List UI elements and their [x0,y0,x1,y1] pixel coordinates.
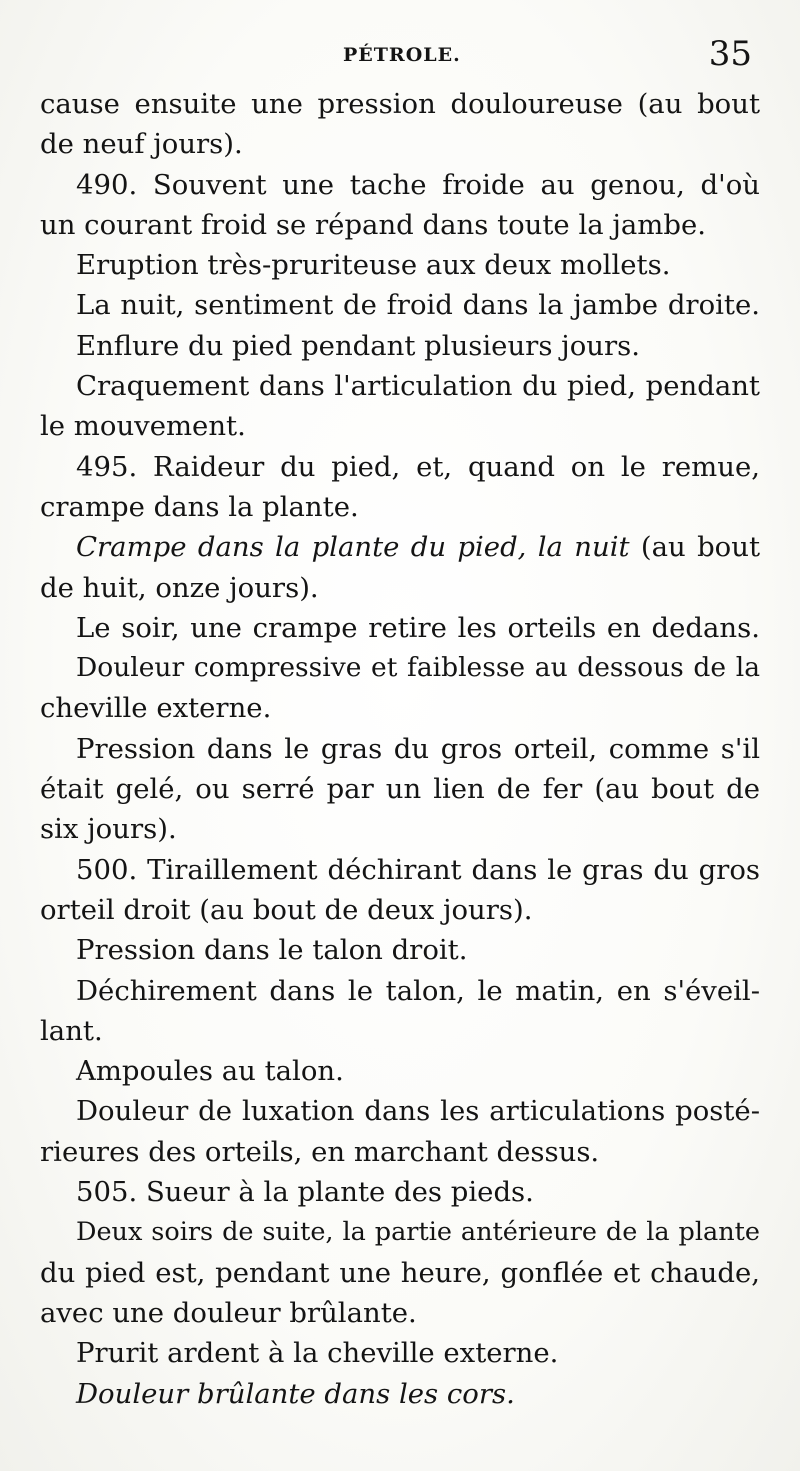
text-line: six jours). [40,813,177,846]
text-line: était gelé, ou serré par un lien de fer (au bout de [40,773,760,806]
text-line: Crampe dans la plante du pied, la nuit (au bout [76,531,761,564]
text-line: avec une douleur brûlante. [40,1296,417,1329]
text-line: 495. Raideur du pied, et, quand on le remue, [76,450,760,483]
text-line: cause ensuite une pression douloureuse (au bout [40,88,760,120]
text-line: 490. Souvent une tache froide au genou, d'où [76,168,760,201]
text-line: Le soir, une crampe retire les orteils en dedans. [76,611,760,644]
text-line: du pied est, pendant une heure, gonflée et chaude, [40,1256,760,1289]
text-line: 500. Tiraillement déchirant dans le gras du gros [76,853,760,886]
text-line: Déchirement dans le talon, le matin, en s'éveil- [76,974,760,1007]
text-line: lant. [40,1014,103,1047]
text-line: Deux soirs de suite, la partie antérieure de la plante [76,1217,760,1248]
text-line: Douleur brûlante dans les cors. [76,1377,515,1410]
text-line: de huit, onze jours). [40,571,319,604]
text-line: Eruption très-pruriteuse aux deux mollets. [76,249,671,282]
text-line: Enflure du pied pendant plusieurs jours. [76,329,640,362]
text-line: rieures des orteils, en marchant dessus. [40,1135,600,1168]
text-line: Douleur compressive et faiblesse au dessous de la [76,652,760,684]
text-line: Craquement dans l'articulation du pied, pendant [76,370,760,403]
text-line: un courant froid se répand dans toute la jambe. [40,208,707,241]
running-head: PÉTROLE. [343,44,461,66]
text-line: cheville externe. [40,692,272,725]
text-line: orteil droit (au bout de deux jours). [40,893,533,926]
text-line: Pression dans le gras du gros orteil, comme s'il [76,732,760,765]
text-line: de neuf jours). [40,128,243,161]
body-text [40,84,760,1414]
text-line: 505. Sueur à la plante des pieds. [76,1176,534,1209]
text-line: le mouvement. [40,410,246,443]
text-line: Ampoules au talon. [76,1055,344,1088]
text-line: Prurit ardent à la cheville externe. [76,1337,559,1370]
text-line: La nuit, sentiment de froid dans la jambe droite. [76,289,760,322]
page-number: 35 [708,34,752,74]
text-line: Pression dans le talon droit. [76,934,468,967]
text-line: crampe dans la plante. [40,490,359,523]
page-header [0,34,800,84]
text-line: Douleur de luxation dans les articulations posté- [76,1095,760,1128]
